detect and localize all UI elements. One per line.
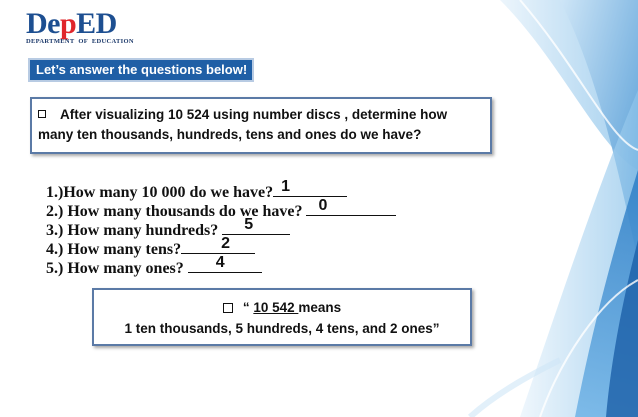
question-list (46, 178, 396, 277)
answer-open-quote: “ (242, 300, 254, 315)
deped-logo (26, 8, 166, 50)
logo-word-de: De (26, 7, 60, 40)
answer-value-4: 2 (221, 235, 231, 252)
answer-value-1: 1 (281, 178, 291, 195)
answer-summary-line-2: 1 ten thousands, 5 hundreds, 4 tens, and 2 ones” (124, 321, 440, 336)
question-line-2 (46, 197, 396, 220)
answer-blank-4 (181, 235, 255, 254)
question-label-3: 3.) How many hundreds? (46, 222, 219, 239)
question-label-5: 5.) How many ones? (46, 260, 184, 277)
answer-blank-2 (306, 197, 396, 216)
logo-subtitle-education: EDUCATION (91, 38, 134, 45)
deped-logo-subtitle (26, 38, 134, 45)
logo-subtitle-department: DEPARTMENT (26, 38, 75, 45)
answer-summary-box (92, 288, 472, 346)
checkbox-bullet-icon (38, 110, 46, 118)
logo-word-p: p (59, 7, 77, 40)
question-line-1 (46, 178, 396, 201)
deped-logo-wordmark (26, 8, 117, 40)
question-box (30, 97, 492, 154)
question-line-5 (46, 254, 396, 277)
answer-summary-line-1 (94, 297, 470, 318)
answer-value-3: 5 (244, 216, 254, 233)
answer-blank-3 (222, 216, 290, 235)
answer-value-2: 0 (318, 197, 328, 214)
question-label-1: 1.)How many 10 000 do we have? (46, 184, 274, 201)
question-label-4: 4.) How many tens? (46, 241, 182, 258)
question-box-text: After visualizing 10 524 using number discs , determine how many ten thousands, hundreds, tens and ones do we have? (38, 107, 448, 142)
answer-number: 10 542 (253, 300, 299, 315)
answer-value-5: 4 (215, 254, 225, 271)
checkbox-bullet-icon (223, 303, 233, 313)
answer-means: means (298, 300, 342, 315)
logo-word-ed: ED (76, 7, 117, 40)
section-banner: Let’s answer the questions below! (28, 58, 254, 82)
question-box-text-wrap (38, 105, 484, 145)
answer-blank-5 (188, 254, 262, 273)
answer-blank-1 (273, 178, 347, 197)
logo-subtitle-of: OF (78, 38, 89, 45)
question-label-2: 2.) How many thousands do we have? (46, 203, 303, 220)
